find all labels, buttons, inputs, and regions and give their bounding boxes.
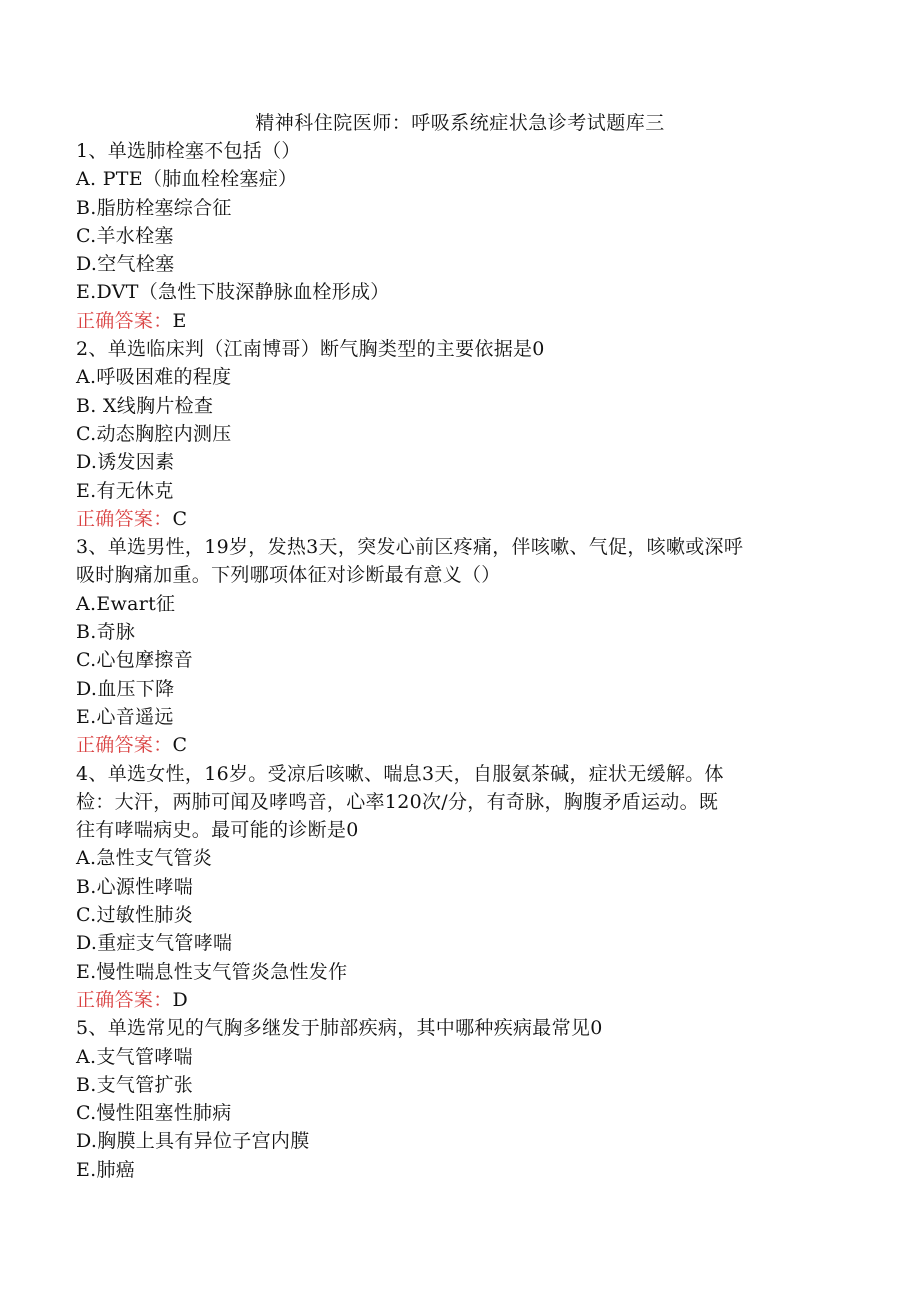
answer-option: A.呼吸困难的程度 [76, 366, 232, 389]
question-stem: 1、单选肺栓塞不包括（） [76, 140, 301, 162]
question-list [76, 137, 836, 1184]
question-block [76, 335, 836, 533]
answer-option: C.过敏性肺炎 [76, 904, 194, 927]
question-stem: 2、单选临床判（江南博哥）断气胸类型的主要依据是0 [76, 338, 545, 361]
correct-answer [76, 986, 836, 1014]
question-block [76, 760, 836, 1015]
question-stem: 吸时胸痛加重。下列哪项体征对诊断最有意义（） [76, 564, 501, 587]
correct-answer [76, 505, 836, 533]
question-block [76, 533, 836, 759]
answer-option: C.慢性阻塞性肺病 [76, 1102, 232, 1125]
answer-option: D.空气栓塞 [76, 253, 175, 276]
answer-option: D.血压下降 [76, 677, 175, 700]
question-stem: 4、单选女性，16岁。受凉后咳嗽、喘息3天，自服氨茶碱，症状无缓解。体 [76, 762, 724, 785]
answer-option: C.羊水栓塞 [76, 224, 174, 247]
answer-option: B.支气管扩张 [76, 1073, 194, 1096]
answer-option: D.重症支气管哮喘 [76, 932, 233, 955]
answer-option: E.DVT（急性下肢深静脉血栓形成） [76, 281, 390, 304]
correct-answer-label: 正确答案： [76, 507, 173, 530]
correct-answer-value: C [172, 507, 188, 530]
correct-answer-value: C [172, 734, 188, 757]
correct-answer-label: 正确答案： [76, 988, 173, 1011]
correct-answer [76, 731, 836, 759]
answer-option: A.支气管哮喘 [76, 1045, 193, 1068]
correct-answer-value: E [172, 309, 187, 332]
correct-answer [76, 307, 836, 335]
question-stem: 检：大汗，两肺可闻及哮鸣音，心率120次/分，有奇脉，胸腹矛盾运动。既 [76, 790, 719, 813]
answer-option: D.诱发因素 [76, 451, 175, 474]
answer-option: B.奇脉 [76, 621, 136, 644]
correct-answer-label: 正确答案： [76, 734, 173, 757]
answer-option: B.脂肪栓塞综合征 [76, 196, 232, 219]
question-block [76, 137, 836, 335]
answer-option: A.急性支气管炎 [76, 847, 213, 870]
answer-option: A. PTE（肺血栓栓塞症） [76, 168, 298, 191]
document-title: 精神科住院医师：呼吸系统症状急诊考试题库三 [255, 112, 665, 134]
correct-answer-value: D [172, 988, 189, 1011]
correct-answer-label: 正确答案： [76, 309, 173, 332]
question-stem: 往有哮喘病史。最可能的诊断是0 [76, 819, 359, 842]
answer-option: E.慢性喘息性支气管炎急性发作 [76, 960, 348, 983]
answer-option: E.肺癌 [76, 1158, 136, 1181]
answer-option: B.心源性哮喘 [76, 875, 194, 898]
answer-option: B. X线胸片检查 [76, 394, 214, 417]
answer-option: C.动态胸腔内测压 [76, 422, 232, 445]
answer-option: D.胸膜上具有异位子宫内膜 [76, 1130, 310, 1153]
answer-option: C.心包摩擦音 [76, 649, 194, 672]
answer-option: E.心音遥远 [76, 705, 174, 728]
question-block [76, 1014, 836, 1184]
answer-option: E.有无休克 [76, 479, 174, 502]
answer-option: A.Ewart征 [76, 592, 176, 615]
question-stem: 3、单选男性，19岁，发热3天，突发心前区疼痛，伴咳嗽、气促，咳嗽或深呼 [76, 536, 744, 559]
question-stem: 5、单选常见的气胸多继发于肺部疾病，其中哪种疾病最常见0 [76, 1017, 603, 1040]
